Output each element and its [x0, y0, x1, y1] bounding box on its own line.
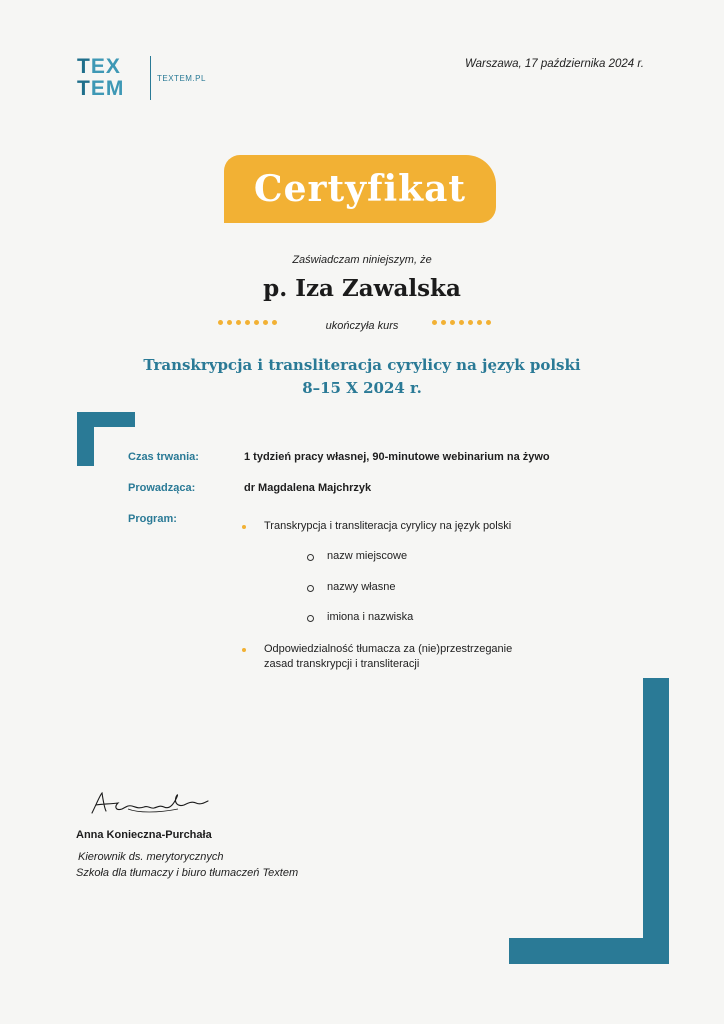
logo-letters-em: EM: [90, 77, 125, 100]
logo-letter-t2: T: [77, 77, 91, 100]
signer-name: Anna Konieczna-Purchała: [76, 829, 212, 841]
circle-bullet-icon: [307, 585, 314, 592]
bullet-icon: [242, 648, 246, 652]
handwritten-signature: [88, 787, 218, 821]
logo-divider: [150, 56, 151, 100]
corner-bracket-top-left-vertical: [77, 412, 94, 466]
intro-text: Zaświadczam niniejszym, że: [292, 254, 432, 266]
duration-label: Czas trwania:: [128, 451, 199, 463]
certificate-title: Certyfikat: [253, 168, 467, 210]
logo-url: TEXTEM.PL: [157, 74, 206, 83]
signer-role: Kierownik ds. merytorycznych: [78, 851, 224, 863]
course-title: Transkrypcja i transliteracja cyrylicy na język polski: [143, 356, 581, 374]
certificate-banner: [224, 155, 496, 223]
program-subitem-2: nazwy własne: [327, 581, 396, 593]
program-item-2-line-2: zasad transkrypcji i transliteracji: [264, 658, 420, 670]
program-subitem-1: nazw miejscowe: [327, 550, 408, 562]
instructor-label: Prowadząca:: [128, 482, 196, 494]
corner-bracket-bottom-right-vertical: [643, 678, 669, 964]
completed-text: ukończyła kurs: [325, 320, 399, 332]
issue-date: Warszawa, 17 października 2024 r.: [465, 58, 644, 70]
circle-bullet-icon: [307, 615, 314, 622]
program-item-1: Transkrypcja i transliteracja cyrylicy na język polski: [264, 520, 512, 532]
instructor-value: dr Magdalena Majchrzyk: [244, 482, 372, 494]
logo-letters-ex: EX: [90, 55, 121, 78]
textem-logo: [77, 54, 217, 102]
program-item-2: [264, 642, 512, 672]
program-label: Program:: [128, 513, 177, 525]
recipient-name: p. Iza Zawalska: [263, 275, 461, 302]
circle-bullet-icon: [307, 554, 314, 561]
logo-mark: [77, 54, 139, 102]
bullet-icon: [242, 525, 246, 529]
program-item-2-line-1: Odpowiedzialność tłumacza za (nie)przestrzeganie: [264, 643, 513, 655]
decorative-dots-right: [432, 320, 491, 325]
signer-organization: Szkoła dla tłumaczy i biuro tłumaczeń Textem: [76, 867, 299, 879]
program-subitem-3: imiona i nazwiska: [327, 611, 414, 623]
course-dates: 8–15 X 2024 r.: [302, 379, 422, 397]
logo-letter-t: T: [77, 55, 91, 78]
duration-value: 1 tydzień pracy własnej, 90-minutowe webinarium na żywo: [244, 451, 550, 463]
corner-bracket-bottom-right: [509, 938, 669, 964]
